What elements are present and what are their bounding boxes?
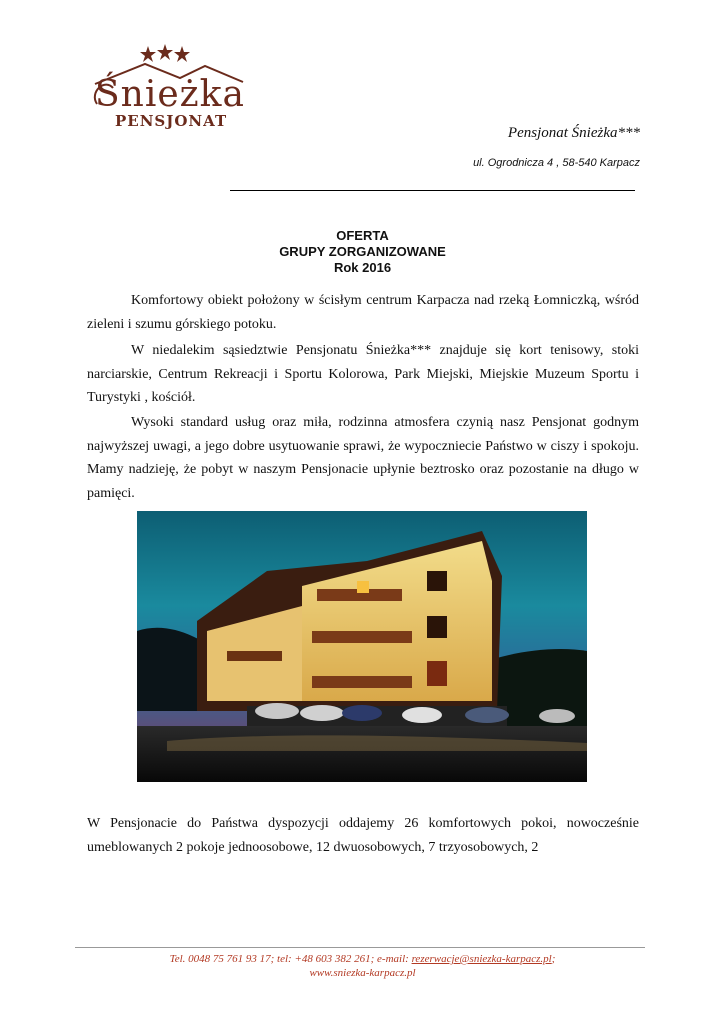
logo-subtitle: PENSJONAT (115, 112, 228, 130)
header-divider (230, 190, 635, 191)
footer-phones: Tel. 0048 75 761 93 17; tel: +48 603 382 261; e-mail: (169, 953, 412, 965)
footer-email-link[interactable]: rezerwacje@sniezka-karpacz.pl (411, 953, 552, 965)
building-photo (137, 511, 587, 782)
paragraph-standard: Wysoki standard usług oraz miła, rodzinna atmosfera czynią nasz Pensjonat godnym najwyższej uwagi, a jego dobre usytuowanie sprawi, że wypoczniecie Państwo w ciszy i spokoju. Mamy nadzieję, że pobyt w naszym Pensjonacie upłynie beztrosko oraz pozostanie na długo w pamięci. (87, 415, 639, 501)
paragraph-rooms: W Pensjonacie do Państwa dyspozycji oddajemy 26 komfortowych pokoi, nowocześnie umeblowanych 2 pokoje jednoosobowe, 12 dwuosobowych, 7 trzyosobowych, 2 (87, 816, 639, 855)
logo-name: Śnieżka (95, 74, 245, 115)
header-address: ul. Ogrodnicza 4 , 58-540 Karpacz (473, 157, 640, 169)
footer-website[interactable]: www.sniezka-karpacz.pl (309, 967, 416, 979)
paragraph-intro: Komfortowy obiekt położony w ścisłym centrum Karpacza nad rzeką Łomniczką, wśród zieleni i szumu górskiego potoku. (87, 293, 639, 332)
paragraph-surroundings: W niedalekim sąsiedztwie Pensjonatu Śnieżka*** znajduje się kort tenisowy, stoki narciarskie, Centrum Rekreacji i Sportu Kolorowa, Park Miejski, Miejskie Muzeum Sportu i Turystyki , kościół. (87, 343, 639, 405)
title-line-3: Rok 2016 (333, 260, 392, 275)
footer-divider (75, 947, 645, 948)
footer-email-suffix: ; (551, 953, 556, 965)
footer-contact (0, 953, 725, 965)
logo (85, 42, 250, 142)
title-line-2: GRUPY ZORGANIZOWANE (279, 244, 446, 259)
title-line-1: OFERTA (336, 228, 389, 243)
header-name: Pensjonat Śnieżka*** (507, 125, 640, 141)
